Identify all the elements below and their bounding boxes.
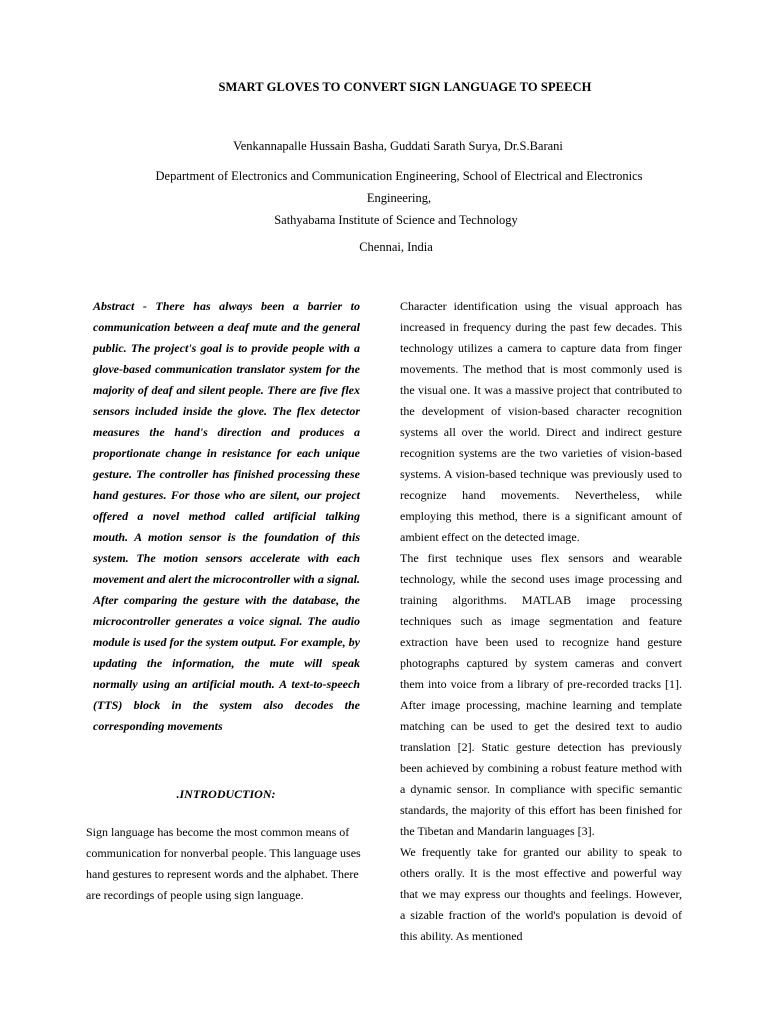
paper-title: SMART GLOVES TO CONVERT SIGN LANGUAGE TO SPEECH	[218, 80, 592, 94]
introduction-heading: .INTRODUCTION:	[176, 787, 276, 801]
introduction-paragraph: Sign language has become the most common means of communication for nonverbal people. This language uses hand gestures to represent words and the alphabet. There are recordings of people using sign language.	[86, 825, 361, 902]
right-paragraph-1: Character identification using the visual approach has increased in frequency during the past few decades. This technology utilizes a camera to capture data from finger movements. The method that is most commonly used is the visual one. It was a massive project that contributed to the development of vision-based character recognition systems all over the world. Direct and indirect gesture recognition systems are the two varieties of vision-based systems. A vision-based technique was previously used to recognize hand movements. Nevertheless, while employing this method, there is a significant amount of ambient effect on the detected image.	[400, 299, 682, 544]
department-affiliation: Department of Electronics and Communication Engineering, School of Electrical and Electronics Engineering,	[155, 169, 643, 205]
abstract-paragraph: Abstract - There has always been a barrier to communication between a deaf mute and the general public. The project's goal is to provide people with a glove-based communication translator system for the majority of deaf and silent people. There are five flex sensors included inside the glove. The flex detector measures the hand's direction and produces a proportionate change in resistance for each unique gesture. The controller has finished processing these hand gestures. For those who are silent, our project offered a novel method called artificial talking mouth. A motion sensor is the foundation of this system. The motion sensors accelerate with each movement and alert the microcontroller with a signal. After comparing the gesture with the database, the microcontroller generates a voice signal. The audio module is used for the system output. For example, by updating the information, the mute will speak normally using an artificial mouth. A text-to-speech (TTS) block in the system also decodes the corresponding movements	[93, 299, 360, 733]
right-paragraph-3: We frequently take for granted our ability to speak to others orally. It is the most effective and powerful way that we may express our thoughts and feelings. However, a sizable fraction of the world's population is devoid of this ability. As mentioned	[400, 845, 682, 943]
author-list: Venkannapalle Hussain Basha, Guddati Sarath Surya, Dr.S.Barani	[233, 139, 563, 153]
institution-name: Sathyabama Institute of Science and Technology	[274, 213, 518, 227]
right-paragraph-2: The first technique uses flex sensors and wearable technology, while the second uses image processing and training algorithms. MATLAB image processing techniques such as image segmentation and feature extraction have been used to recognize hand gesture photographs captured by system cameras and convert them into voice from a library of pre-recorded tracks [1]. After image processing, machine learning and template matching can be used to get the desired text to audio translation [2]. Static gesture detection has previously been achieved by combining a robust feature method with a dynamic sensor. In compliance with specific semantic standards, the majority of this effort has been finished for the Tibetan and Mandarin languages [3].	[400, 551, 682, 838]
location-text: Chennai, India	[359, 240, 433, 254]
right-column	[400, 296, 682, 947]
